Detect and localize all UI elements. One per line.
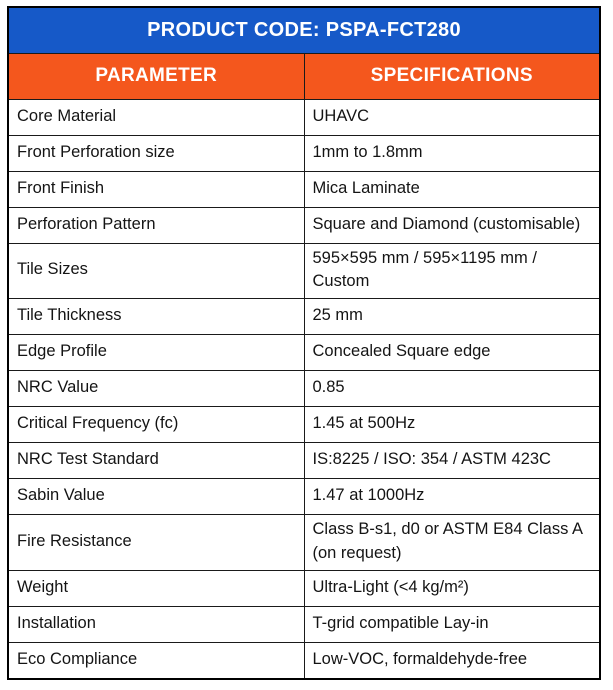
table-row <box>8 207 600 243</box>
table-row <box>8 171 600 207</box>
parameter-cell: Sabin Value <box>8 479 304 515</box>
table-row <box>8 443 600 479</box>
specification-cell: 1.47 at 1000Hz <box>304 479 600 515</box>
parameter-cell: Edge Profile <box>8 335 304 371</box>
table-row <box>8 135 600 171</box>
table-row <box>8 371 600 407</box>
specification-cell: 1.45 at 500Hz <box>304 407 600 443</box>
table-row <box>8 299 600 335</box>
specification-cell: Mica Laminate <box>304 171 600 207</box>
parameter-cell: Core Material <box>8 99 304 135</box>
parameter-cell: Installation <box>8 607 304 643</box>
parameter-cell: Perforation Pattern <box>8 207 304 243</box>
table-row <box>8 243 600 299</box>
product-code-title: PRODUCT CODE: PSPA-FCT280 <box>8 7 600 53</box>
column-header-specifications: SPECIFICATIONS <box>304 53 600 99</box>
parameter-cell: Critical Frequency (fc) <box>8 407 304 443</box>
specification-cell: 595×595 mm / 595×1195 mm / Custom <box>304 243 600 299</box>
column-header-row <box>8 53 600 99</box>
parameter-cell: NRC Test Standard <box>8 443 304 479</box>
specifications-table <box>7 6 601 680</box>
table-row <box>8 335 600 371</box>
specification-cell: Concealed Square edge <box>304 335 600 371</box>
parameter-cell: Fire Resistance <box>8 515 304 571</box>
specification-cell: IS:8225 / ISO: 354 / ASTM 423C <box>304 443 600 479</box>
specification-cell: 25 mm <box>304 299 600 335</box>
table-row <box>8 407 600 443</box>
parameter-cell: Eco Compliance <box>8 643 304 679</box>
parameter-cell: Tile Thickness <box>8 299 304 335</box>
specification-cell: Low-VOC, formaldehyde-free <box>304 643 600 679</box>
specification-cell: Class B-s1, d0 or ASTM E84 Class A (on request) <box>304 515 600 571</box>
parameter-cell: Weight <box>8 571 304 607</box>
specification-cell: UHAVC <box>304 99 600 135</box>
column-header-parameter: PARAMETER <box>8 53 304 99</box>
specification-cell: 0.85 <box>304 371 600 407</box>
specification-cell: T-grid compatible Lay-in <box>304 607 600 643</box>
table-row <box>8 571 600 607</box>
specification-cell: Square and Diamond (customisable) <box>304 207 600 243</box>
table-row <box>8 99 600 135</box>
table-row <box>8 479 600 515</box>
parameter-cell: NRC Value <box>8 371 304 407</box>
parameter-cell: Front Perforation size <box>8 135 304 171</box>
parameter-cell: Front Finish <box>8 171 304 207</box>
specification-cell: 1mm to 1.8mm <box>304 135 600 171</box>
table-row <box>8 643 600 679</box>
parameter-cell: Tile Sizes <box>8 243 304 299</box>
table-row <box>8 607 600 643</box>
table-row <box>8 515 600 571</box>
product-spec-table <box>7 6 601 680</box>
title-row <box>8 7 600 53</box>
specification-cell: Ultra-Light (<4 kg/m²) <box>304 571 600 607</box>
